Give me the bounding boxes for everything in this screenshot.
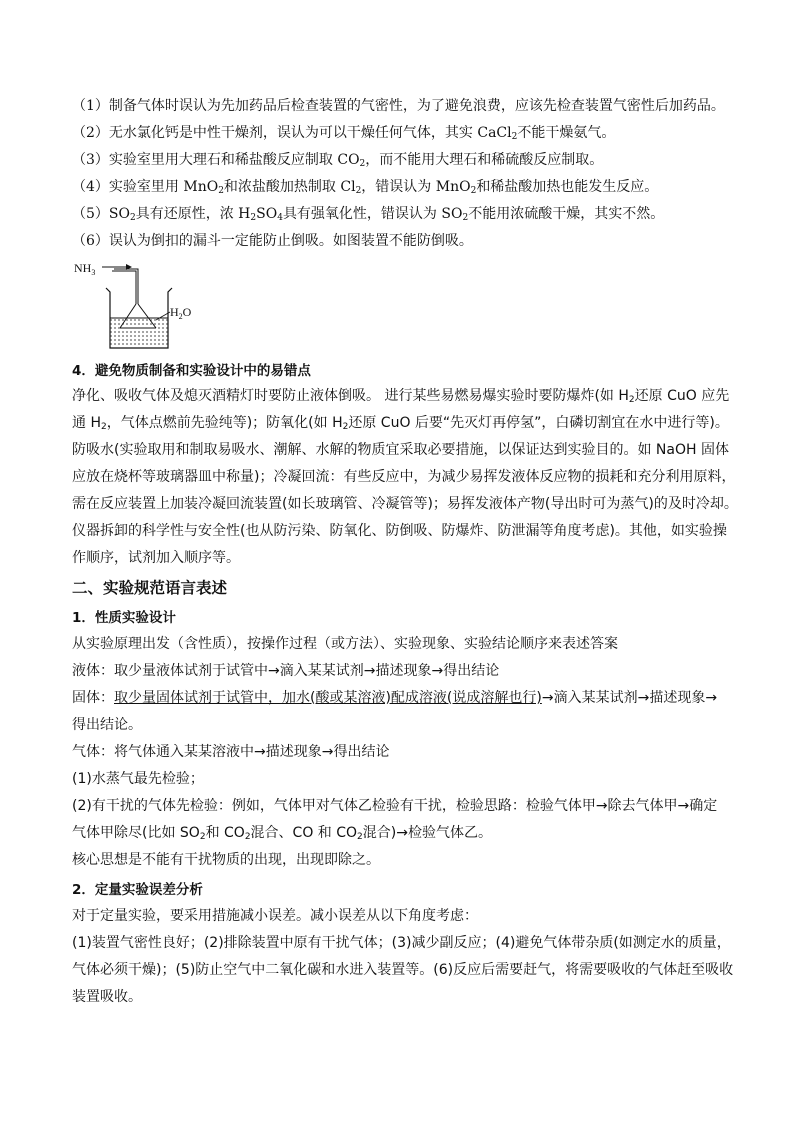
solid-procedure: 固体：取少量固体试剂于试管中，加水(酸或某溶液)配成溶液(说成溶解也行)→滴入某某试剂→描述现象→ [72,690,718,706]
delivery-tube [114,269,138,304]
subsection-1-heading: 1．性质实验设计 [72,610,176,626]
section-4-line: 作顺序，试剂加入顺序等。 [72,550,240,566]
point-2-cont: 气体甲除尽(比如 $SO_2$和 $CO_2$混合、CO 和 $CO_2$混合)→检验气体乙。 [72,825,492,842]
mistake-item-5: $(5)SO_2$具有还原性，浓 $H_2SO_4$具有强氧化性，错误认为 $SO_2$不能用浓硫酸干燥，其实不然。 [72,206,665,223]
section-4-line: 防吸水(实验取用和制取易吸水、潮解、水解的物质宜采取必要措施，以保证达到实验目的。如 NaOH 固体 [72,442,729,458]
section-4-line: 应放在烧杯等玻璃器皿中称量)；冷凝回流：有些反应中，为减少易挥发液体反应物的损耗和充分利用原料， [72,469,736,485]
gas-procedure: 气体：将气体通入某某溶液中→描述现象→得出结论 [72,744,390,760]
subsection-2-heading: 2．定量实验误差分析 [72,882,203,898]
inverted-funnel-apparatus-figure [70,256,210,356]
error-analysis-line: 气体必须干燥)；(5)防止空气中二氧化碳和水进入装置等。(6)反应后需要赶气，将需要吸收的气体赶至吸收 [72,962,734,978]
section-4-line: 通 $H_2$，气体点燃前先验纯等)；防氧化(如 $H_2$还原 CuO 后要“先灭灯再停氢”，白磷切割宜在水中进行等)。 [72,415,729,432]
error-analysis-line: (1)装置气密性良好；(2)排除装置中原有干扰气体；(3)减少副反应；(4)避免气体带杂质(如测定水的质量， [72,935,731,951]
core-idea: 核心思想是不能有干扰物质的出现，出现即除之。 [72,852,380,868]
mistake-item-3: （3）实验室里用大理石和稀盐酸反应制取 $CO_2$，而不能用大理石和稀硫酸反应制取。 [72,152,604,169]
mistake-item-1: （1）制备气体时误认为先加药品后检查装置的气密性，为了避免浪费，应该先检查装置气密性后加药品。 [72,98,725,114]
section-4-line: 净化、吸收气体及熄灭酒精灯时要防止液体倒吸。 进行某些易燃易爆实验时要防爆炸(如 $H_2$还原 CuO 应先 [72,388,730,405]
solid-procedure-cont: 得出结论。 [72,717,142,733]
subsection-2-intro: 对于定量实验，要采用措施减小误差。减小误差从以下角度考虑： [72,908,478,924]
section-4-heading: 4．避免物质制备和实验设计中的易错点 [72,363,311,379]
point-1: (1)水蒸气最先检验； [72,771,204,787]
h2o-label: $H_2O$ [170,305,192,321]
mistake-item-4: （4）实验室里用 MnO$_2$和浓盐酸加热制取 $Cl_2$，错误认为 MnO$_2$和稀盐酸加热也能发生反应。 [72,179,659,196]
mistake-item-2: （2）无水氯化钙是中性干燥剂，误认为可以干燥任何气体，其实 CaCl$_2$不能干燥氨气。 [72,125,616,142]
error-analysis-line: 装置吸收。 [72,989,142,1005]
point-2: (2)有干扰的气体先检验：例如，气体甲对气体乙检验有干扰，检验思路：检验气体甲→除去气体甲→确定 [72,798,718,814]
section-4-line: 需在反应装置上加装冷凝回流装置(如长玻璃管、冷凝管等)；易挥发液体产物(导出时可为蒸气)的及时冷却。 [72,496,738,512]
subsection-1-intro: 从实验原理出发（含性质），按操作过程（或方法）、实验现象、实验结论顺序来表述答案 [72,636,618,652]
nh3-label: $NH_3$ [74,261,96,277]
mistake-item-6: （6）误认为倒扣的漏斗一定能防止倒吸。如图装置不能防倒吸。 [72,233,473,249]
liquid-procedure: 液体：取少量液体试剂于试管中→滴入某某试剂→描述现象→得出结论 [72,663,500,679]
part-2-heading: 二、实验规范语言表述 [72,579,228,597]
section-4-line: 仪器拆卸的科学性与安全性(也从防污染、防氧化、防倒吸、防爆炸、防泄漏等角度考虑)。其他，如实验操 [72,523,727,539]
